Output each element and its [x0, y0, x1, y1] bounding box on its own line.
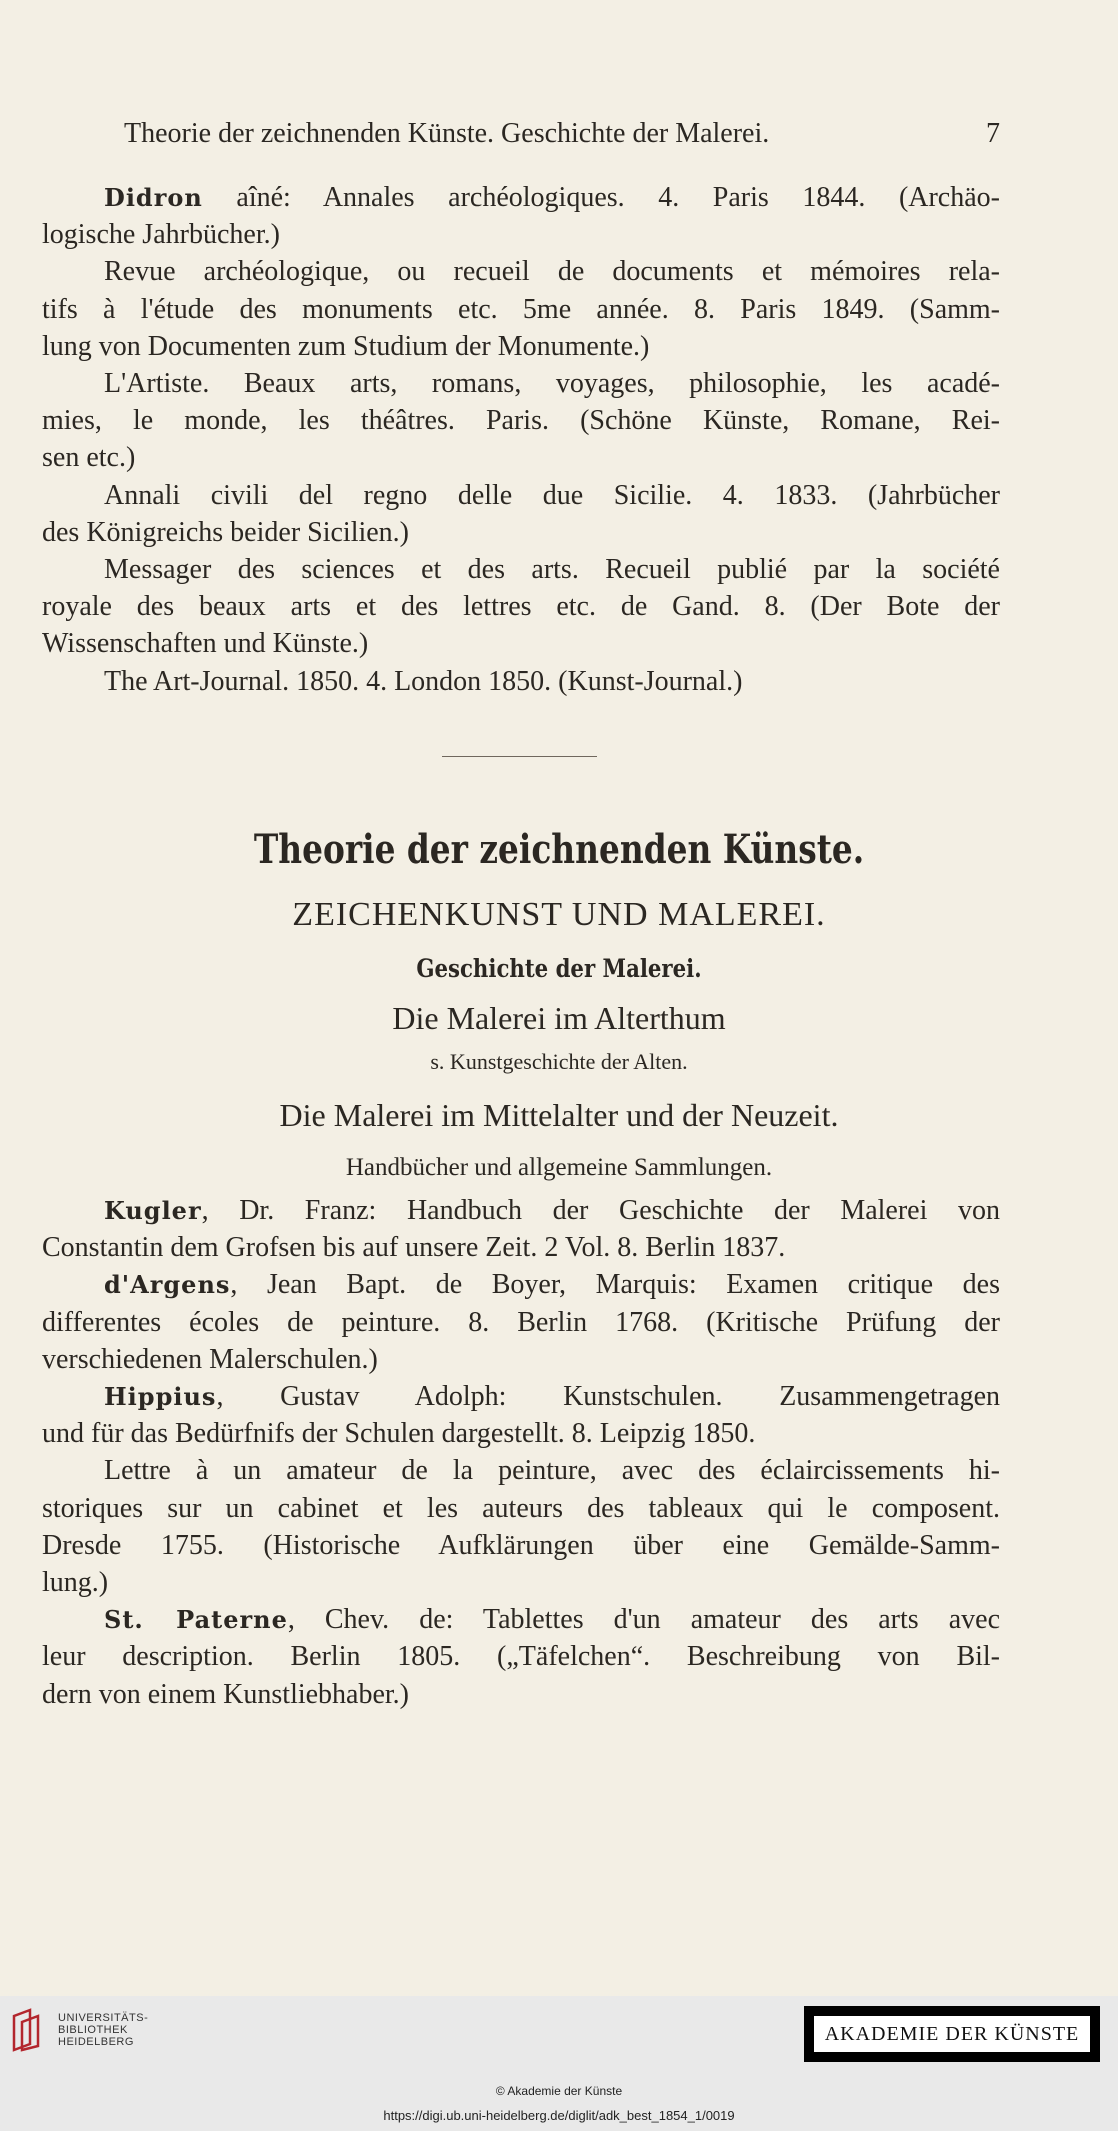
ub-logo-text [58, 2012, 148, 2048]
entry-text: , Dr. Franz: Handbuch der Geschichte der Malerei von [201, 1195, 1000, 1226]
text-line: lung.) [42, 1567, 109, 1598]
text-line [104, 179, 1000, 216]
text-line: verschiedenen Malerschulen.) [42, 1343, 378, 1375]
text-line [104, 1378, 1000, 1415]
text-line: tifs à l'étude des monuments etc. 5me année. 8. Paris 1849. (Samm- [42, 293, 1000, 325]
author-name: Didron [104, 183, 203, 212]
section-subtitle: ZEICHENKUNST UND MALEREI. [292, 896, 826, 933]
text-line: logische Jahrbücher.) [42, 219, 280, 251]
text-line [104, 1266, 1000, 1303]
ub-logo-line-1: UNIVERSITÄTS- [58, 2012, 149, 2024]
entry-text: , Chev. de: Tablettes d'un amateur des arts avec [287, 1604, 1000, 1636]
text-line: Dresde 1755. (Historische Aufklärungen über eine Gemälde-Samm- [42, 1529, 1000, 1561]
text-line: mies, le monde, les théâtres. Paris. (Schöne Künste, Romane, Rei- [42, 405, 1000, 437]
adk-logo[interactable] [804, 2006, 1100, 2062]
running-header-title: Theorie der zeichnenden Künste. Geschichte der Malerei. [124, 118, 770, 149]
text-line: Constantin dem Grofsen bis auf unsere Zeit. 2 Vol. 8. Berlin 1837. [42, 1232, 786, 1264]
text-line: dern von einem Kunstliebhaber.) [42, 1678, 410, 1710]
text-line [104, 1601, 1000, 1638]
text-line: des Königreichs beider Sicilien.) [42, 516, 410, 548]
subheading-middle-ages: Die Malerei im Mittelalter und der Neuzeit. [279, 1097, 839, 1133]
entry-text: , Jean Bapt. de Boyer, Marquis: Examen critique des [230, 1269, 1000, 1301]
text-line: Revue archéologique, ou recueil de documents et mémoires rela- [104, 256, 1000, 288]
ub-logo-line-2: BIBLIOTHEK [58, 2024, 128, 2036]
ub-heidelberg-logo[interactable] [10, 2006, 148, 2054]
text-line: und für das Bedürfnifs der Schulen dargestellt. 8. Leipzig 1850. [42, 1418, 756, 1450]
chapter-heading: Geschichte der Malerei. [416, 954, 702, 983]
text-line: sen etc.) [42, 442, 136, 474]
permalink-url[interactable]: https://digi.ub.uni-heidelberg.de/diglit/adk_best_1854_1/0019 [383, 2108, 735, 2123]
text-line: Annali civili del regno delle due Sicilie. 4. 1833. (Jahrbücher [104, 479, 1000, 511]
author-name: Kugler [104, 1196, 202, 1225]
text-line: Lettre à un amateur de la peinture, avec des éclaircissements hi- [104, 1455, 1000, 1487]
entry-text: aîné: Annales archéologiques. 4. Paris 1844. (Archäo- [202, 182, 1000, 213]
text-line: lung von Documenten zum Studium der Monumente.) [42, 330, 650, 362]
text-line: royale des beaux arts et des lettres etc. de Gand. 8. (Der Bote der [42, 591, 1000, 623]
entry-text: , Gustav Adolph: Kunstschulen. Zusammengetragen [216, 1381, 1000, 1412]
author-name: St. Paterne [104, 1605, 288, 1635]
text-line: L'Artiste. Beaux arts, romans, voyages, philosophie, les acadé- [104, 368, 1000, 399]
section-divider [442, 756, 597, 757]
text-line: Messager des sciences et des arts. Recueil publié par la société [104, 554, 1000, 585]
author-name: Hippius [104, 1382, 217, 1411]
subheading-handbooks: Handbücher und allgemeine Sammlungen. [345, 1154, 773, 1181]
text-line: The Art-Journal. 1850. 4. London 1850. (Kunst-Journal.) [104, 665, 743, 697]
subheading-antiquity: Die Malerei im Alterthum [392, 1000, 726, 1036]
author-name: d'Argens [104, 1270, 231, 1300]
text-line: leur description. Berlin 1805. („Täfelchen“. Beschreibung von Bil- [42, 1641, 1000, 1673]
text-line [104, 1192, 1000, 1229]
ub-logo-line-3: HEIDELBERG [58, 2036, 134, 2048]
running-header [124, 118, 1000, 150]
copyright-notice: © Akademie der Künste [495, 2084, 623, 2098]
section-title: Theorie der zeichnenden Künste. [253, 826, 865, 873]
ub-logo-icon [10, 2006, 50, 2054]
text-line: differentes écoles de peinture. 8. Berlin 1768. (Kritische Prüfung der [42, 1306, 1000, 1338]
cross-reference: s. Kunstgeschichte der Alten. [430, 1049, 688, 1074]
text-line: Wissenschaften und Künste.) [42, 628, 369, 660]
page-number: 7 [986, 118, 1000, 149]
text-line: storiques sur un cabinet et les auteurs des tableaux qui le composent. [42, 1492, 1000, 1524]
adk-logo-label: AKADEMIE DER KÜNSTE [814, 2016, 1090, 2052]
